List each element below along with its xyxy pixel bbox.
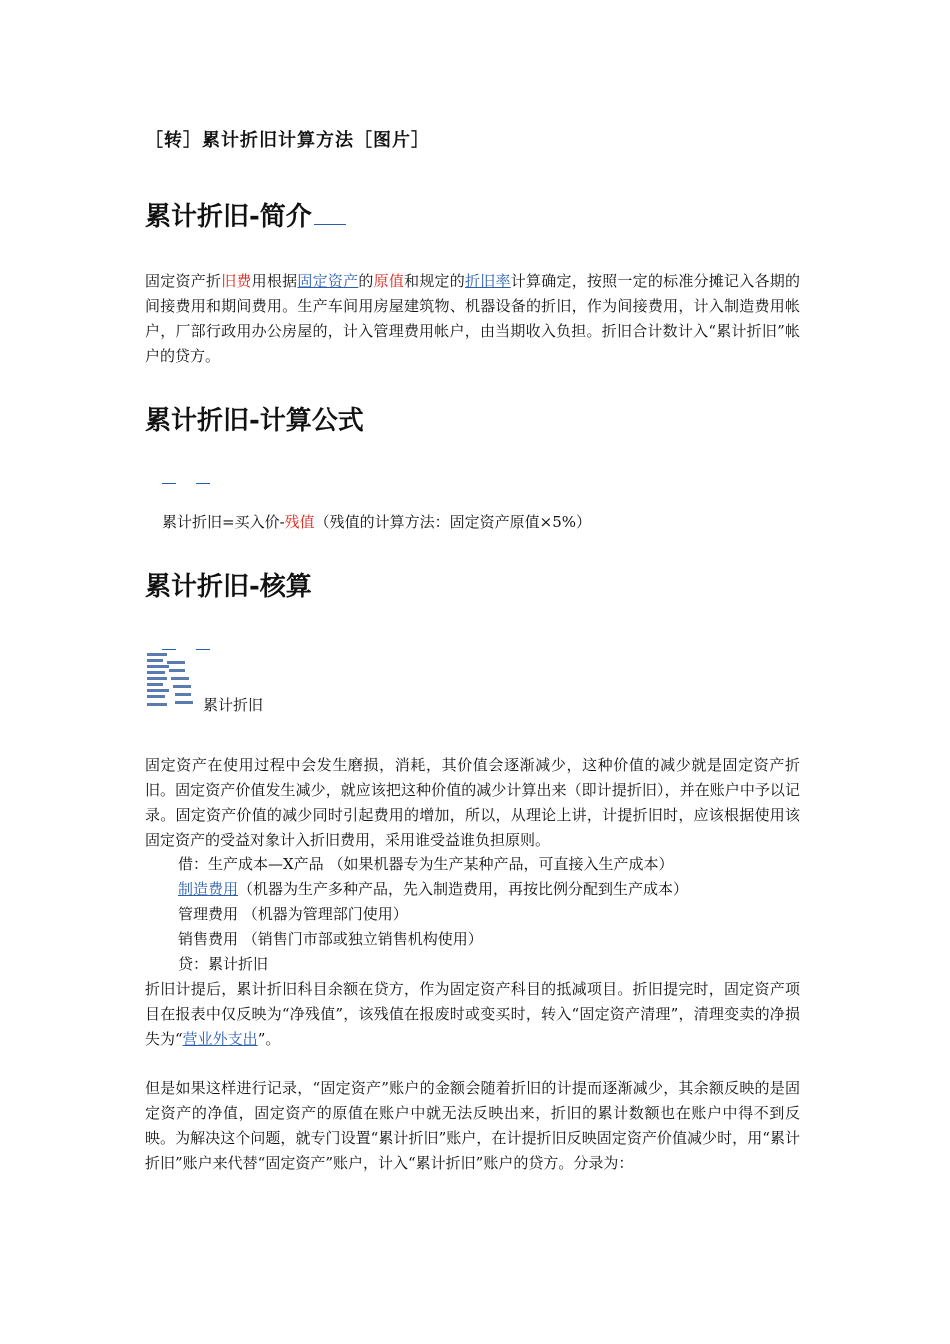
journal-entry-credit: 贷：累计折旧: [178, 955, 269, 973]
link-manufacturing-overhead[interactable]: 制造费用: [178, 880, 239, 898]
accounting-paragraph-1: 固定资产在使用过程中会发生磨损，消耗，其价值会逐渐减少，这种价值的减少就是固定资产折旧。固定资产价值发生减少，就应该把这种价值的减少计算出来（即计提折旧），并在账户中予以记录。固定资产价值的减少同时引起费用的增加，所以，从理论上讲，计提折旧时，应该根据使用该固定资产的受益对象计入折旧费用，采用谁受益谁负担原则。: [145, 756, 800, 849]
journal-entry-manufacturing-overhead: 制造费用（机器为生产多种产品，先入制造费用，再按比例分配到生产成本）: [178, 880, 689, 898]
depreciation-thumbnail-image[interactable]: [145, 651, 197, 713]
section-heading-intro: 累计折旧-简介: [145, 196, 346, 233]
image-placeholder-link[interactable]: [162, 648, 176, 650]
formula-line: 累计折旧=买入价-残值（残值的计算方法：固定资产原值×5%）: [162, 513, 592, 531]
link-non-operating-expense[interactable]: 营业外支出: [182, 1030, 258, 1048]
journal-entry-debit-production: 借：生产成本—X产品 （如果机器专为生产某种产品，可直接入生产成本）: [178, 855, 674, 873]
image-placeholder-link[interactable]: [196, 648, 210, 650]
section-heading-formula: 累计折旧-计算公式: [145, 406, 364, 436]
link-fixed-assets[interactable]: 固定资产: [297, 272, 359, 290]
intro-paragraph: 固定资产折旧费用根据固定资产的原值和规定的折旧率计算确定，按照一定的标准分摊记入各期的间接费用和期间费用。生产车间用房屋建筑物、机器设备的折旧，作为间接费用，计入制造费用帐户，厂部行政用办公房屋的，计入管理费用帐户，由当期收入负担。折旧合计数计入“累计折旧”帐户的贷方。: [145, 272, 800, 365]
image-placeholder-link[interactable]: [162, 482, 176, 484]
accounting-paragraph-3: 但是如果这样进行记录，“固定资产”账户的金额会随着折旧的计提而逐渐减少，其余额反映的是固定资产的净值，固定资产的原值在账户中就无法反映出来，折旧的累计数额也在账户中得不到反映。为解决这个问题，就专门设置“累计折旧”账户，在计提折旧反映固定资产价值减少时，用“累计折旧”账户来代替“固定资产”账户，计入“累计折旧”账户的贷方。分录为：: [145, 1079, 800, 1172]
image-caption: 累计折旧: [203, 696, 264, 714]
journal-entry-admin-expense: 管理费用 （机器为管理部门使用）: [178, 905, 408, 923]
link-depreciation-rate[interactable]: 折旧率: [465, 272, 511, 290]
journal-entry-selling-expense: 销售费用 （销售门市部或独立销售机构使用）: [178, 930, 483, 948]
document-title: ［转］累计折旧计算方法［图片］: [145, 130, 430, 151]
section-heading-accounting: 累计折旧-核算: [145, 572, 312, 602]
image-placeholder-link[interactable]: [196, 482, 210, 484]
accounting-paragraph-2: 折旧计提后，累计折旧科目余额在贷方，作为固定资产科目的抵减项目。折旧提完时，固定资产项目在报表中仅反映为“净残值”，该残值在报废时或变买时，转入“固定资产清理”，清理变卖的净损失为“营业外支出”。: [145, 980, 800, 1048]
heading-link-underline[interactable]: [314, 223, 346, 225]
